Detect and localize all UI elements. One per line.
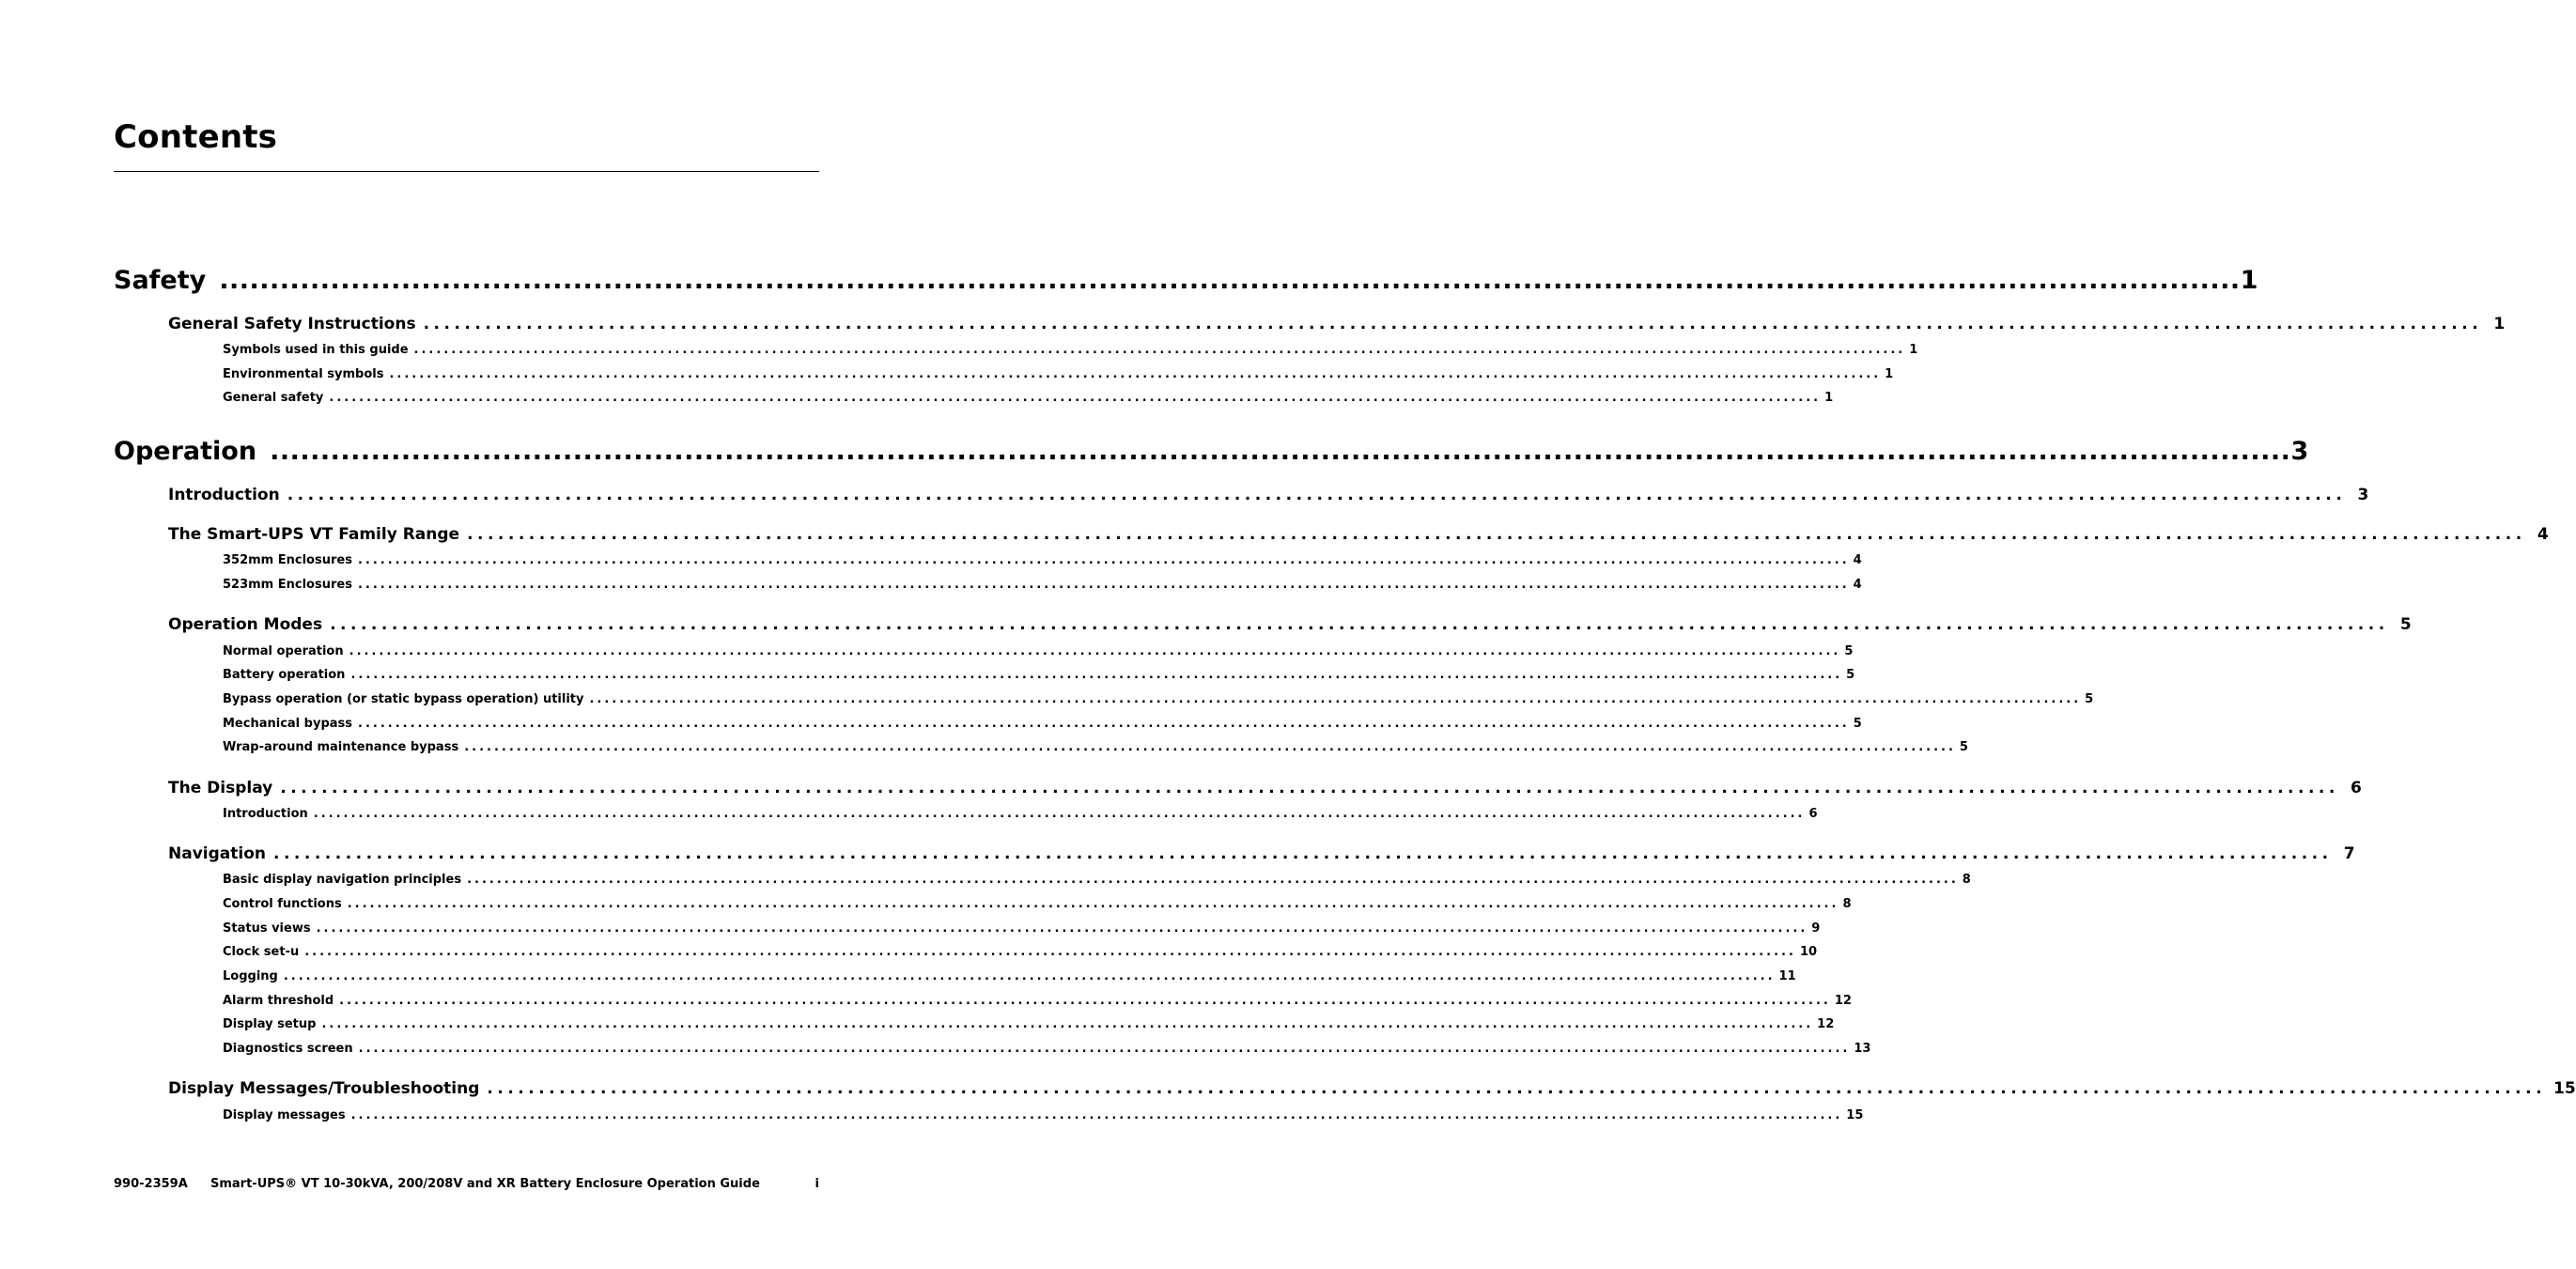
toc-page-number: 5	[1959, 740, 1968, 754]
document-number: 990-2359A	[114, 1177, 188, 1191]
toc-subsection-battery-operation[interactable]	[223, 666, 1855, 685]
dot-leader: ........................................................................................................................................................................................................	[589, 692, 2082, 706]
dot-leader: ........................................................................................................................................................................................................	[330, 615, 2389, 634]
toc-entry-label: The Display	[168, 779, 273, 797]
page-footer	[114, 1175, 819, 1194]
toc-subsection-logging[interactable]	[223, 967, 1796, 986]
toc-section-general-safety-instructions[interactable]	[168, 312, 2506, 336]
dot-leader: ........................................................................................................................................................................................................	[329, 391, 1822, 405]
dot-leader: ........................................................................................................................................................................................................	[358, 717, 1850, 731]
toc-page-number: 1	[1824, 391, 1834, 405]
toc-section-operation-modes[interactable]	[168, 612, 2412, 637]
dot-leader: ........................................................................................................................................................................................................	[219, 266, 2241, 295]
toc-page-number: 12	[1834, 994, 1852, 1008]
toc-subsection-status-views[interactable]	[223, 920, 1821, 938]
toc-page-number: 10	[1799, 945, 1818, 959]
toc-page-number: 8	[1962, 873, 1971, 887]
toc-page-number: 5	[2399, 615, 2412, 634]
toc-entry-label: General Safety Instructions	[168, 315, 416, 333]
toc-page-number: 6	[1808, 807, 1818, 821]
toc-entry-label: Display messages	[223, 1108, 346, 1122]
toc-entry-label: Normal operation	[223, 644, 344, 658]
toc-page-number: 1	[2493, 315, 2506, 333]
toc-page-number: 4	[1853, 578, 1862, 592]
toc-subsection-clock-setup[interactable]	[223, 943, 1818, 962]
toc-page-number: 7	[2343, 844, 2355, 863]
toc-page-number: 1	[1909, 343, 1918, 357]
dot-leader: ........................................................................................................................................................................................................	[313, 807, 1806, 821]
toc-subsection-control-functions[interactable]	[223, 895, 1852, 914]
toc-entry-label: Wrap-around maintenance bypass	[223, 740, 459, 754]
toc-page-number: 4	[2537, 525, 2549, 544]
dot-leader: ........................................................................................................................................................................................................	[316, 921, 1808, 936]
toc-page-number: 13	[1854, 1042, 1871, 1056]
page-number: i	[815, 1177, 819, 1191]
toc-page-number: 15	[1846, 1108, 1864, 1122]
toc-page-number: 5	[2085, 692, 2094, 706]
toc-page-number: 15	[2553, 1079, 2576, 1098]
toc-entry-label: Alarm threshold	[223, 994, 334, 1008]
toc-section-the-display[interactable]	[168, 776, 2362, 800]
dot-leader: ........................................................................................................................................................................................................	[357, 553, 1850, 567]
toc-subsection-display-introduction[interactable]	[223, 805, 1818, 824]
toc-entry-label: Safety	[114, 266, 207, 295]
toc-page-number: 11	[1778, 969, 1796, 983]
dot-leader: ........................................................................................................................................................................................................	[423, 315, 2483, 333]
toc-subsection-basic-navigation[interactable]	[223, 871, 1971, 890]
toc-entry-label: Display setup	[223, 1017, 317, 1031]
dot-leader: ........................................................................................................................................................................................................	[304, 945, 1796, 959]
toc-subsection-352mm-enclosures[interactable]	[223, 551, 1862, 570]
dot-leader: ........................................................................................................................................................................................................	[347, 897, 1839, 911]
toc-entry-label: Control functions	[223, 897, 342, 911]
toc-page-number: 5	[1844, 644, 1854, 658]
toc-page-number: 3	[2290, 437, 2309, 466]
toc-entry-label: Basic display navigation principles	[223, 873, 462, 887]
dot-leader: ........................................................................................................................................................................................................	[339, 994, 1831, 1008]
toc-subsection-523mm-enclosures[interactable]	[223, 576, 1862, 595]
toc-entry-label: General safety	[223, 391, 324, 405]
toc-page-number: 1	[1885, 367, 1894, 381]
toc-entry-label: Clock set-u	[223, 945, 300, 959]
toc-entry-label: Environmental symbols	[223, 367, 384, 381]
dot-leader: ........................................................................................................................................................................................................	[287, 486, 2347, 504]
toc-entry-label: The Smart-UPS VT Family Range	[168, 525, 460, 544]
toc-entry-label: Display Messages/Troubleshooting	[168, 1079, 480, 1098]
dot-leader: ........................................................................................................................................................................................................	[467, 525, 2526, 544]
dot-leader: ........................................................................................................................................................................................................	[350, 1108, 1843, 1122]
toc-entry-label: Introduction	[168, 486, 280, 504]
toc-page-number: 3	[2357, 486, 2369, 504]
toc-page-number: 5	[1853, 717, 1862, 731]
toc-subsection-symbols-used[interactable]	[223, 341, 1918, 360]
toc-section-display-messages-troubleshooting[interactable]	[168, 1076, 2576, 1101]
toc-entry-label: Logging	[223, 969, 278, 983]
toc-section-family-range[interactable]	[168, 522, 2549, 547]
toc-page-number: 9	[1811, 921, 1821, 936]
dot-leader: ........................................................................................................................................................................................................	[487, 1079, 2547, 1098]
toc-subsection-environmental-symbols[interactable]	[223, 365, 1894, 384]
dot-leader: ........................................................................................................................................................................................................	[389, 367, 1882, 381]
toc-entry-label: 352mm Enclosures	[223, 553, 352, 567]
toc-subsection-bypass-operation[interactable]	[223, 690, 2094, 709]
toc-entry-label: Status views	[223, 921, 311, 936]
toc-page-number: 6	[2351, 779, 2362, 797]
document-title: Smart-UPS® VT 10-30kVA, 200/208V and XR Battery Enclosure Operation Guide	[210, 1177, 760, 1191]
dot-leader: ........................................................................................................................................................................................................	[280, 779, 2339, 797]
toc-subsection-display-messages[interactable]	[223, 1107, 1864, 1125]
dot-leader: ........................................................................................................................................................................................................	[413, 343, 1906, 357]
toc-section-navigation[interactable]	[168, 842, 2355, 866]
toc-entry-label: Bypass operation (or static bypass operation) utility	[223, 692, 584, 706]
page-title: Contents	[114, 118, 278, 156]
toc-subsection-general-safety[interactable]	[223, 389, 1834, 408]
dot-leader: ........................................................................................................................................................................................................	[272, 844, 2333, 863]
toc-subsection-mechanical-bypass[interactable]	[223, 715, 1862, 734]
toc-entry-label: Operation Modes	[168, 615, 323, 634]
toc-entry-label: Introduction	[223, 807, 308, 821]
toc-subsection-wrap-around-bypass[interactable]	[223, 738, 1968, 757]
dot-leader: ........................................................................................................................................................................................................	[357, 578, 1850, 592]
dot-leader: ........................................................................................................................................................................................................	[350, 668, 1843, 682]
toc-page-number: 5	[1846, 668, 1855, 682]
title-divider	[114, 171, 819, 172]
toc-entry-label: Symbols used in this guide	[223, 343, 409, 357]
toc-entry-label: Navigation	[168, 844, 266, 863]
toc-section-introduction[interactable]	[168, 483, 2369, 507]
toc-chapter-operation[interactable]	[114, 433, 2309, 471]
toc-entry-label: Battery operation	[223, 668, 346, 682]
toc-entry-label: Diagnostics screen	[223, 1042, 353, 1056]
toc-page-number: 4	[1853, 553, 1862, 567]
toc-chapter-safety[interactable]	[114, 262, 2258, 300]
dot-leader: ........................................................................................................................................................................................................	[349, 644, 1841, 658]
dot-leader: ........................................................................................................................................................................................................	[467, 873, 1959, 887]
dot-leader: ........................................................................................................................................................................................................	[270, 437, 2291, 466]
dot-leader: ........................................................................................................................................................................................................	[283, 969, 1776, 983]
dot-leader: ........................................................................................................................................................................................................	[464, 740, 1956, 754]
dot-leader: ........................................................................................................................................................................................................	[321, 1017, 1814, 1031]
toc-entry-label: Mechanical bypass	[223, 717, 352, 731]
toc-subsection-alarm-threshold[interactable]	[223, 992, 1852, 1011]
toc-page-number: 12	[1817, 1017, 1835, 1031]
toc-entry-label: Operation	[114, 437, 257, 466]
dot-leader: ........................................................................................................................................................................................................	[358, 1042, 1851, 1056]
toc-entry-label: 523mm Enclosures	[223, 578, 352, 592]
toc-subsection-diagnostics-screen[interactable]	[223, 1040, 1871, 1059]
toc-subsection-display-setup[interactable]	[223, 1015, 1835, 1034]
toc-subsection-normal-operation[interactable]	[223, 642, 1854, 661]
toc-page-number: 8	[1842, 897, 1852, 911]
toc-page-number: 1	[2240, 266, 2258, 295]
